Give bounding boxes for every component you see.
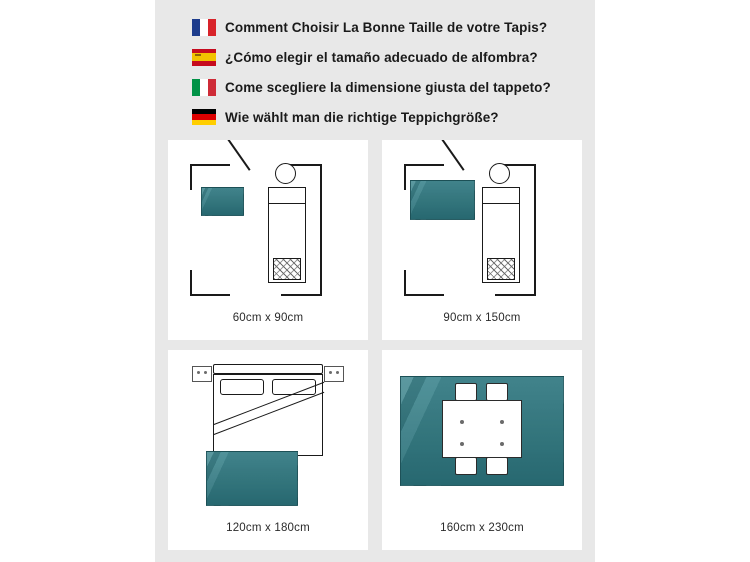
headboard-icon bbox=[213, 364, 323, 374]
door-swing-line bbox=[440, 140, 464, 171]
chair-icon bbox=[455, 457, 477, 475]
title-text-de: Wie wählt man die richtige Teppichgröße? bbox=[225, 109, 499, 125]
wall-segment bbox=[404, 294, 444, 296]
wall-segment bbox=[404, 270, 406, 296]
table-detail bbox=[460, 420, 464, 424]
flag-spain-icon bbox=[192, 49, 216, 66]
nightstand-right-icon bbox=[324, 366, 344, 382]
title-text-es: ¿Cómo elegir el tamaño adecuado de alfombra? bbox=[225, 49, 538, 65]
diagram-bed-foot-rug bbox=[168, 350, 368, 522]
flag-france-icon bbox=[192, 19, 216, 36]
card-60x90[interactable] bbox=[168, 140, 368, 340]
wall-segment bbox=[320, 164, 322, 296]
card-label-160x230: 160cm x 230cm bbox=[440, 522, 524, 534]
blanket-icon bbox=[273, 258, 301, 280]
chair-icon bbox=[486, 457, 508, 475]
wall-segment bbox=[495, 294, 536, 296]
wall-segment bbox=[190, 270, 192, 296]
chair-icon bbox=[486, 383, 508, 401]
table-detail bbox=[500, 442, 504, 446]
title-block bbox=[192, 14, 592, 134]
nightstand-lamp-icon bbox=[489, 163, 510, 184]
pillow-icon bbox=[482, 187, 520, 204]
nightstand-left-icon bbox=[192, 366, 212, 382]
wall-segment bbox=[404, 164, 406, 190]
table-detail bbox=[460, 442, 464, 446]
pillow-icon bbox=[268, 187, 306, 204]
pillow-left-icon bbox=[220, 379, 264, 395]
wall-segment bbox=[534, 164, 536, 296]
chair-icon bbox=[455, 383, 477, 401]
card-120x180[interactable] bbox=[168, 350, 368, 550]
table-detail bbox=[500, 420, 504, 424]
title-text-it: Come scegliere la dimensione giusta del tappeto? bbox=[225, 79, 551, 95]
nightstand-detail bbox=[197, 371, 200, 374]
card-label-120x180: 120cm x 180cm bbox=[226, 522, 310, 534]
diagram-dining-table-rug bbox=[382, 350, 582, 522]
door-swing-line bbox=[226, 140, 250, 171]
rug-shape bbox=[206, 451, 298, 506]
card-label-60x90: 60cm x 90cm bbox=[232, 312, 304, 324]
title-row-de bbox=[192, 104, 592, 130]
wall-segment bbox=[190, 164, 230, 166]
flag-italy-icon bbox=[192, 79, 216, 96]
card-160x230[interactable] bbox=[382, 350, 582, 550]
nightstand-detail bbox=[204, 371, 207, 374]
title-text-fr: Comment Choisir La Bonne Taille de votre Tapis? bbox=[225, 19, 548, 35]
nightstand-detail bbox=[336, 371, 339, 374]
flag-germany-icon bbox=[192, 109, 216, 126]
diagram-bedroom-corner-medium-rug bbox=[382, 140, 582, 312]
blanket-icon bbox=[487, 258, 515, 280]
card-label-90x150: 90cm x 150cm bbox=[443, 312, 521, 324]
title-row-it bbox=[192, 74, 592, 100]
dining-table-icon bbox=[442, 400, 522, 458]
diagram-bedroom-corner-small-rug bbox=[168, 140, 368, 312]
card-90x150[interactable] bbox=[382, 140, 582, 340]
rug-shape bbox=[410, 180, 475, 220]
size-cards-grid bbox=[168, 140, 582, 554]
title-row-fr bbox=[192, 14, 592, 40]
wall-segment bbox=[404, 164, 444, 166]
wall-segment bbox=[190, 294, 230, 296]
nightstand-lamp-icon bbox=[275, 163, 296, 184]
wall-segment bbox=[281, 294, 322, 296]
nightstand-detail bbox=[329, 371, 332, 374]
wall-segment bbox=[190, 164, 192, 190]
title-row-es bbox=[192, 44, 592, 70]
rug-shape bbox=[201, 187, 244, 216]
